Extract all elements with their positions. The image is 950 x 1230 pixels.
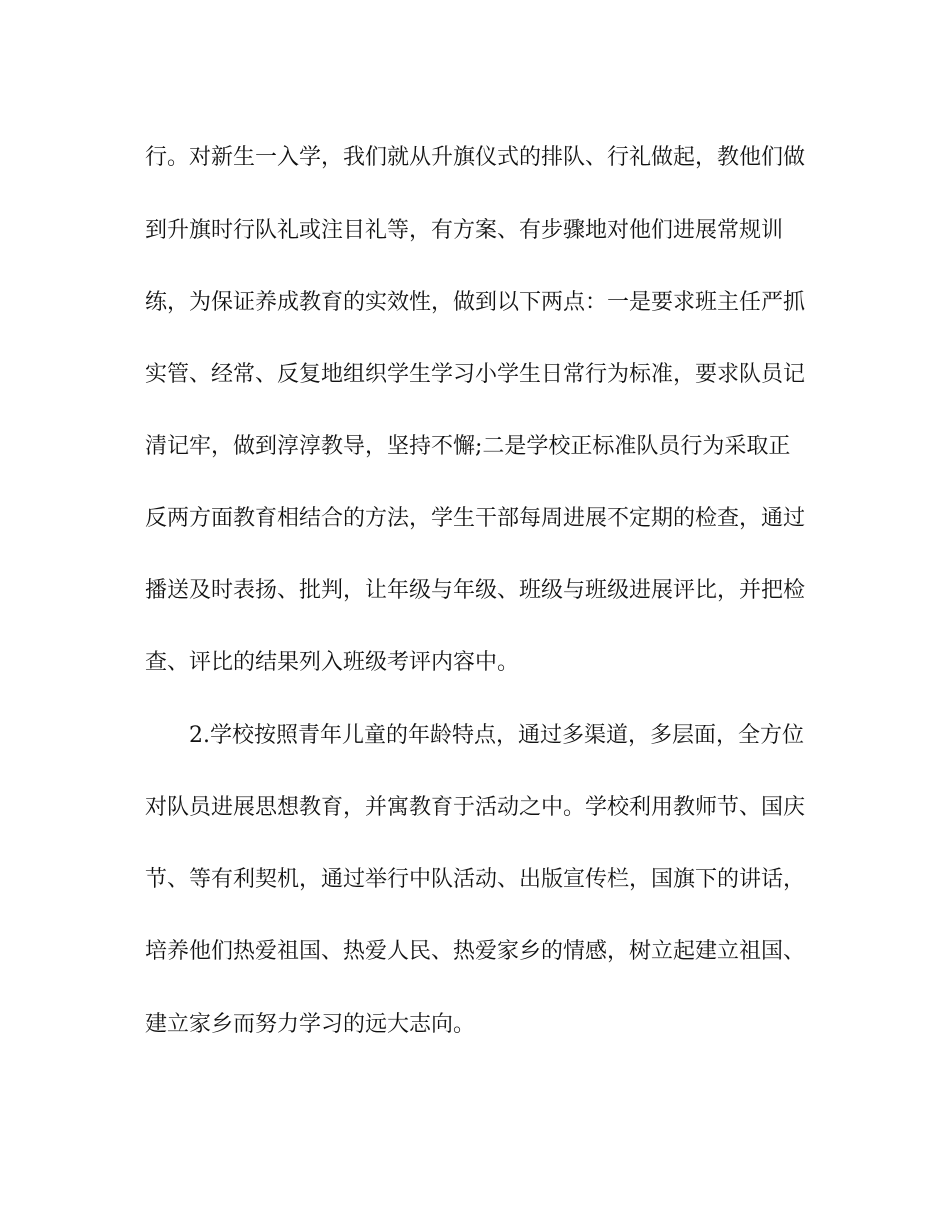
line-text: 实管、经常、反复地组织学生学习小学生日常行为标准，要求队员记 [145,362,806,387]
line-text: 培养他们热爱祖国、热爱人民、热爱家乡的情感，树立起建立祖国、 [145,939,806,964]
line-text: 建立家乡而努力学习的远大志向。 [145,1012,476,1037]
text-line [0,499,950,539]
text-line [0,643,950,683]
text-line [0,932,950,972]
line-text: 反两方面教育相结合的方法，学生干部每周进展不定期的检查，通过 [145,506,806,531]
text-line [0,283,950,323]
line-text: 查、评比的结果列入班级考评内容中。 [145,650,520,675]
line-text: 行。对新生一入学，我们就从升旗仪式的排队、行礼做起，教他们做 [145,145,806,170]
line-text: 节、等有利契机，通过举行中队活动、出版宣传栏，国旗下的讲话， [145,867,806,892]
line-text: 播送及时表扬、批判，让年级与年级、班级与班级进展评比，并把检 [145,578,806,603]
line-text: 对队员进展思想教育，并寓教育于活动之中。学校利用教师节、国庆 [145,795,806,820]
text-line [0,355,950,395]
line-text: 清记牢，做到淳淳教导，坚持不懈;二是学校正标准队员行为采取正 [145,434,791,459]
line-text: 练，为保证养成教育的实效性，做到以下两点：一是要求班主任严抓 [145,290,806,315]
text-line [0,860,950,900]
text-line [0,427,950,467]
line-text: 到升旗时行队礼或注目礼等，有方案、有步骤地对他们进展常规训 [145,218,784,243]
text-line [0,211,950,251]
text-line [0,138,950,178]
text-line [0,788,950,828]
text-line [0,716,950,756]
line-text: 2.学校按照青年儿童的年龄特点，通过多渠道，多层面，全方位 [189,723,804,748]
text-line [0,1005,950,1045]
text-line [0,571,950,611]
